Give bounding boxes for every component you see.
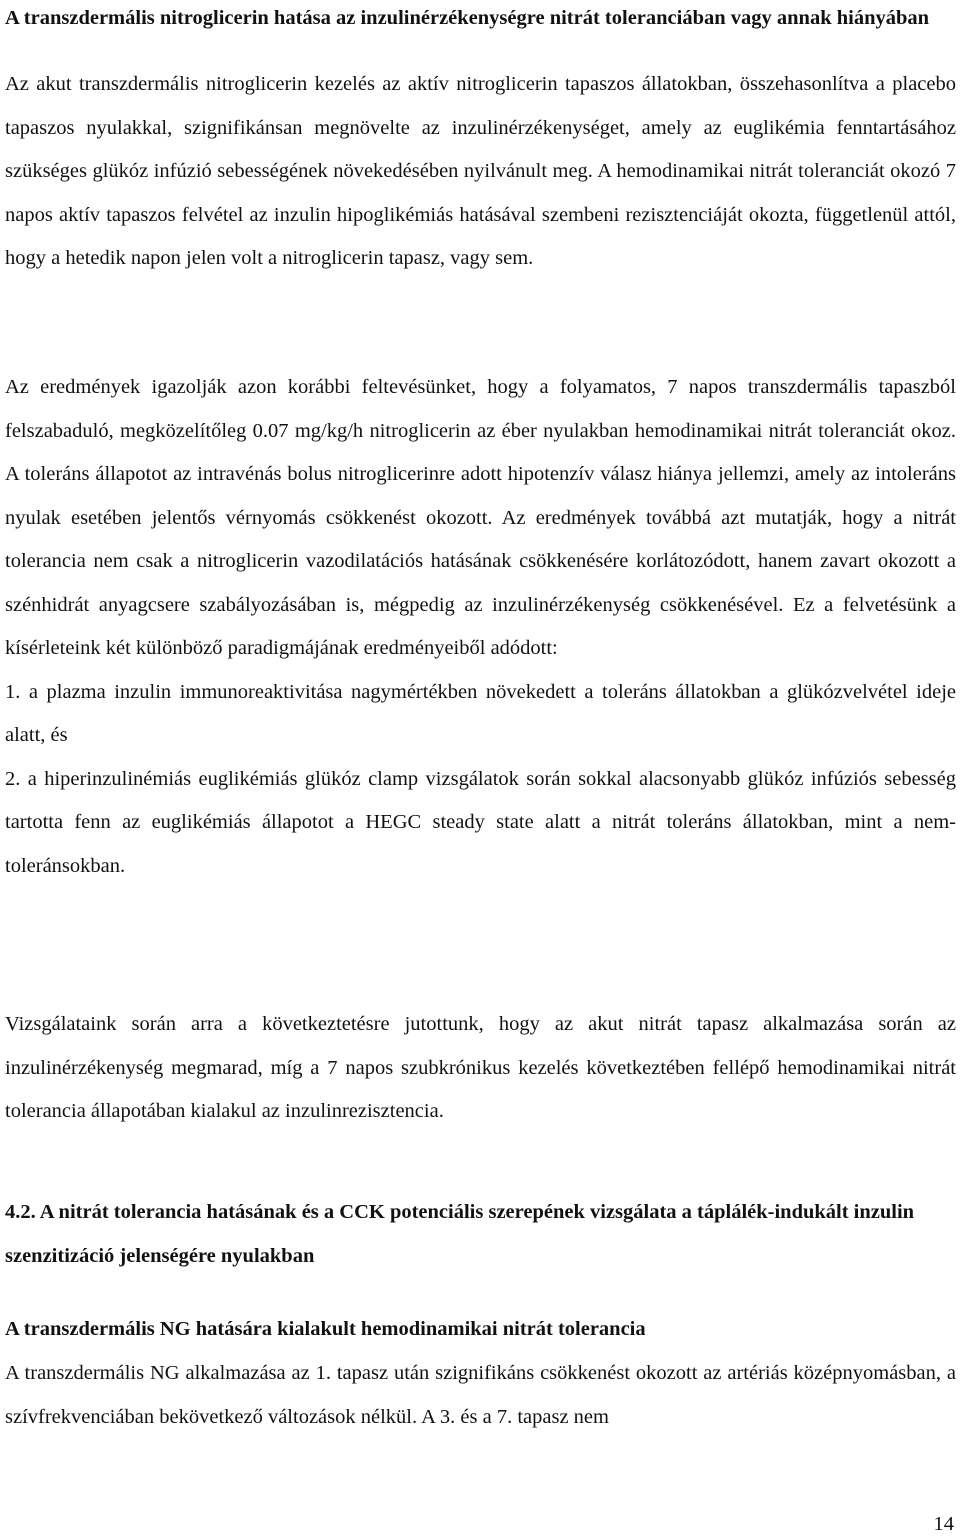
paragraph-discussion: Az eredmények igazolják azon korábbi feltevésünket, hogy a folyamatos, 7 napos transzdermális tapaszból felszabaduló, megközelítőleg 0.07 mg/kg/h nitroglicerin az éber nyulakban hemodinamikai nitrát toleranciát okoz. A toleráns állapotot az intravénás bolus nitroglicerinre adott hipotenzív válasz hiánya jellemzi, amely az intoleráns nyulak esetében jelentős vérnyomás csökkenést okozott. Az eredmények továbbá azt mutatják, hogy a nitrát tolerancia nem csak a nitroglicerin vazodilatációs hatásának csökkenésére korlátozódott, hanem zavart okozott a szénhidrát anyagcsere szabályozásában is, mégpedig az inzulinérzékenység csökkenésével. Ez a felvetésünk a kísérleteink két különböző paradigmájának eredményeiből adódott: [5, 376, 956, 659]
list-item-1: 1. a plazma inzulin immunoreaktivitása nagymértékben növekedett a toleráns állatokban a glükózvelvétel ideje alatt, és [5, 680, 956, 746]
section-heading: 4.2. A nitrát tolerancia hatásának és a CCK potenciális szerepének vizsgálata a táplálék-indukált inzulin szenzitizáció jelenségére nyulakban [5, 1201, 915, 1267]
subheading: A transzdermális NG hatására kialakult hemodinamikai nitrát tolerancia [5, 1318, 646, 1340]
paragraph-conclusion: Vizsgálataink során arra a következtetésre jutottunk, hogy az akut nitrát tapasz alkalmazása során az inzulinérzékenység megmarad, míg a 7 napos szubkrónikus kezelés következtében fellépő hemodinamikai nitrát tolerancia állapotában kialakul az inzulinrezisztencia. [5, 1013, 956, 1122]
section-title: A transzdermális nitroglicerin hatása az inzulinérzékenységre nitrát toleranciában vagy annak hiányában [5, 7, 930, 29]
discussion-block [5, 366, 956, 888]
paragraph-results-acute: Az akut transzdermális nitroglicerin kezelés az aktív nitroglicerin tapaszos állatokban, összehasonlítva a placebo tapaszos nyulakkal, szignifikánsan megnövelte az inzulinérzékenységet, amely az euglikémia fenntartásához szükséges glükóz infúzió sebességének növekedésében nyilvánult meg. A hemodinamikai nitrát toleranciát okozó 7 napos aktív tapaszos felvétel az inzulin hipoglikémiás hatásával szembeni rezisztenciáját okozta, függetlenül attól, hogy a hetedik napon jelen volt a nitroglicerin tapasz, vagy sem. [5, 73, 956, 269]
list-item-2: 2. a hiperinzulinémiás euglikémiás glükóz clamp vizsgálatok során sokkal alacsonyabb glükóz infúziós sebesség tartotta fenn az euglikémiás állapotot a HEGC steady state alatt a nitrát toleráns állatokban, mint a nem-toleránsokban. [5, 767, 956, 877]
paragraph-ng-results: A transzdermális NG alkalmazása az 1. tapasz után szignifikáns csökkenést okozott az artériás középnyomásban, a szívfrekvenciában bekövetkező változások nélkül. A 3. és a 7. tapasz nem [5, 1362, 956, 1428]
page-number: 14 [933, 1513, 954, 1535]
